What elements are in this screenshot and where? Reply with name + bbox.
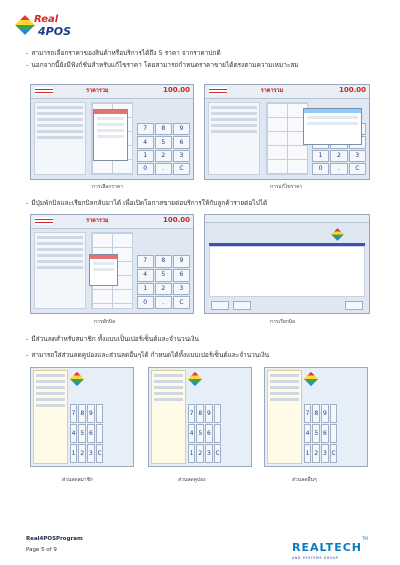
bullet-edit-price: - นอกจากนี้ยังมีฟังก์ชันสำหรับแก้ไขราคา โดยสามารถกำหนดราคาขายได้ตรงตามความเหมาะสม [26, 61, 299, 69]
screenshot-other-discount: 7 8 9 4 5 6 1 2 3 C [264, 367, 368, 467]
screenshot-coupon-discount: 7 8 9 4 5 6 1 2 3 C [148, 367, 252, 467]
screenshot-edit-price: ราคารวม 100.00 1 2 3 0 . C [204, 84, 370, 180]
bullet-member-discount: - มีส่วนลดสำหรับสมาชิก ทั้งแบบเป็นเปอร์เซ็นต์และจำนวนเงิน [26, 335, 199, 343]
caption-edit-price: การแก้ไขราคา [270, 184, 303, 190]
logo-diamond-icon [15, 15, 35, 35]
other-logo-icon [306, 371, 332, 389]
logo-text-4pos: 4POS [38, 25, 71, 38]
screenshot-recall-bill [204, 214, 370, 314]
member-logo-icon [72, 371, 98, 389]
coupon-logo-icon [190, 371, 216, 389]
bullet-price-levels: - สามารถเลือกราคาของสินค้าหรือบริการได้ถึง 5 ราคา จากราคาปกติ [26, 49, 221, 57]
screenshot-select-price: ราคารวม 100.00 7 8 9 4 5 6 1 2 3 0 . C [30, 84, 194, 180]
bullet-hold-bill: - มีปุ่มพักบิลและเรียกบิลกลับมาได้ เพื่อเปิดโอกาสขายต่อบริการให้กับลูกค้ารายต่อไปได้ [26, 199, 268, 207]
footer-page-number: Page 5 of 9 [26, 547, 57, 553]
realtech-wordmark: REALTECH [292, 541, 362, 554]
caption-coupon-discount: ส่วนลดคูปอง [178, 477, 206, 483]
screenshot-hold-bill: ราคารวม 100.00 7 8 9 4 5 6 1 2 3 0 . C [30, 214, 194, 314]
bullet-coupon-discount: - สามารถใส่ส่วนลดคูปองและส่วนลดอื่นๆได้ กำหนดได้ทั้งแบบเปอร์เซ็นต์และจำนวนเงิน [26, 351, 270, 359]
recall-logo-icon [333, 225, 361, 243]
logo-text-real: Real [34, 14, 59, 25]
realtech-logo: REALTECH™ AND SYSTEMS GROUP [292, 536, 368, 560]
screenshot-member-discount: 7 8 9 4 5 6 1 2 3 C [30, 367, 134, 467]
caption-other-discount: ส่วนลดอื่นๆ [292, 477, 317, 483]
caption-select-price: การเลือกราคา [92, 184, 123, 190]
caption-hold-bill: การพักบิล [94, 319, 116, 325]
real4pos-logo [16, 12, 71, 42]
footer-product-name: Real4POSProgram [26, 536, 83, 542]
caption-recall-bill: การเรียกบิล [270, 319, 296, 325]
caption-member-discount: ส่วนลดสมาชิก [62, 477, 94, 483]
realtech-tagline: AND SYSTEMS GROUP [292, 556, 339, 560]
